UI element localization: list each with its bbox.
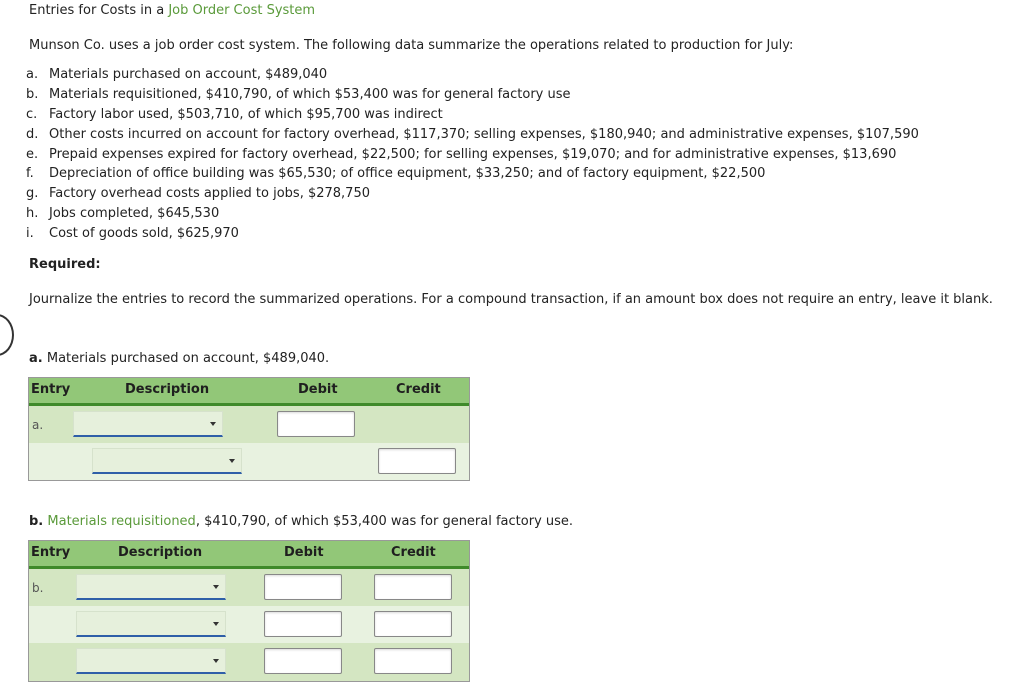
header-description: Description bbox=[118, 545, 203, 560]
list-item bbox=[26, 65, 919, 85]
dropdown-arrow-icon bbox=[213, 585, 219, 589]
section-bracket bbox=[0, 314, 14, 356]
account-dropdown[interactable] bbox=[76, 648, 226, 674]
item-letter: h. bbox=[26, 206, 39, 222]
problem-intro: Munson Co. uses a job order cost system. The following data summarize the operations related to production for July: bbox=[29, 38, 794, 53]
item-text: Prepaid expenses expired for factory overhead, $22,500; for selling expenses, $19,070; and for administrative expenses, $13,690 bbox=[49, 146, 897, 162]
question-a-label bbox=[29, 351, 329, 366]
item-letter: e. bbox=[26, 146, 39, 162]
item-text: Cost of goods sold, $625,970 bbox=[49, 226, 239, 242]
question-letter: a. bbox=[29, 351, 43, 366]
title-link[interactable]: Job Order Cost System bbox=[168, 3, 316, 18]
list-item bbox=[26, 145, 919, 165]
account-dropdown[interactable] bbox=[76, 574, 226, 600]
journal-row bbox=[29, 406, 469, 443]
credit-input[interactable] bbox=[374, 574, 452, 600]
item-text: Jobs completed, $645,530 bbox=[49, 206, 220, 222]
debit-input[interactable] bbox=[264, 611, 342, 637]
list-item bbox=[26, 224, 919, 244]
account-dropdown[interactable] bbox=[92, 448, 242, 474]
header-description: Description bbox=[125, 382, 210, 397]
header-entry: Entry bbox=[31, 382, 71, 397]
credit-input[interactable] bbox=[374, 648, 452, 674]
journal-row bbox=[29, 643, 469, 681]
journal-row bbox=[29, 606, 469, 643]
journal-row bbox=[29, 443, 469, 480]
table-header bbox=[29, 541, 469, 569]
dropdown-arrow-icon bbox=[210, 422, 216, 426]
item-letter: b. bbox=[26, 86, 39, 102]
list-item bbox=[26, 204, 919, 224]
question-text: , $410,790, of which $53,400 was for general factory use. bbox=[195, 514, 574, 529]
credit-input[interactable] bbox=[378, 448, 456, 474]
title-prefix: Entries for Costs in a bbox=[29, 3, 169, 18]
header-credit: Credit bbox=[391, 545, 436, 560]
item-letter: g. bbox=[26, 186, 39, 202]
entry-label: a. bbox=[32, 418, 44, 432]
debit-input[interactable] bbox=[264, 574, 342, 600]
debit-input[interactable] bbox=[264, 648, 342, 674]
item-letter: i. bbox=[26, 226, 34, 242]
question-link[interactable]: Materials requisitioned bbox=[47, 514, 196, 529]
table-header bbox=[29, 378, 469, 406]
page-title bbox=[29, 3, 315, 18]
item-text: Other costs incurred on account for factory overhead, $117,370; selling expenses, $180,940; and administrative expenses, $107,590 bbox=[49, 126, 919, 142]
list-item bbox=[26, 164, 919, 184]
credit-input[interactable] bbox=[374, 611, 452, 637]
item-letter: d. bbox=[26, 126, 39, 142]
header-credit: Credit bbox=[396, 382, 441, 397]
journal-table-b bbox=[28, 540, 470, 682]
item-text: Depreciation of office building was $65,530; of office equipment, $33,250; and of factory equipment, $22,500 bbox=[49, 166, 766, 182]
instructions: Journalize the entries to record the summarized operations. For a compound transaction, if an amount box does not require an entry, leave it blank. bbox=[29, 292, 993, 307]
header-debit: Debit bbox=[298, 382, 338, 397]
list-item bbox=[26, 125, 919, 145]
dropdown-arrow-icon bbox=[213, 659, 219, 663]
item-text: Materials purchased on account, $489,040 bbox=[49, 67, 328, 82]
list-item bbox=[26, 85, 919, 105]
dropdown-arrow-icon bbox=[213, 622, 219, 626]
question-letter: b. bbox=[29, 514, 44, 529]
account-dropdown[interactable] bbox=[76, 611, 226, 637]
journal-table-a bbox=[28, 377, 470, 481]
header-debit: Debit bbox=[284, 545, 324, 560]
question-b-label bbox=[29, 514, 573, 529]
list-item bbox=[26, 105, 919, 125]
question-text: Materials purchased on account, $489,040. bbox=[46, 351, 330, 366]
journal-row bbox=[29, 569, 469, 606]
item-text: Factory overhead costs applied to jobs, $278,750 bbox=[49, 186, 370, 202]
item-letter: a. bbox=[26, 67, 39, 82]
item-text: Factory labor used, $503,710, of which $95,700 was indirect bbox=[49, 106, 443, 122]
account-dropdown[interactable] bbox=[73, 411, 223, 437]
header-entry: Entry bbox=[31, 545, 71, 560]
item-text: Materials requisitioned, $410,790, of which $53,400 was for general factory use bbox=[49, 86, 571, 102]
debit-input[interactable] bbox=[277, 411, 355, 437]
list-item bbox=[26, 184, 919, 204]
item-letter: f. bbox=[26, 166, 34, 182]
data-list bbox=[26, 65, 919, 244]
item-letter: c. bbox=[26, 106, 38, 122]
required-heading: Required: bbox=[29, 257, 101, 272]
entry-label: b. bbox=[32, 581, 44, 595]
dropdown-arrow-icon bbox=[229, 459, 235, 463]
